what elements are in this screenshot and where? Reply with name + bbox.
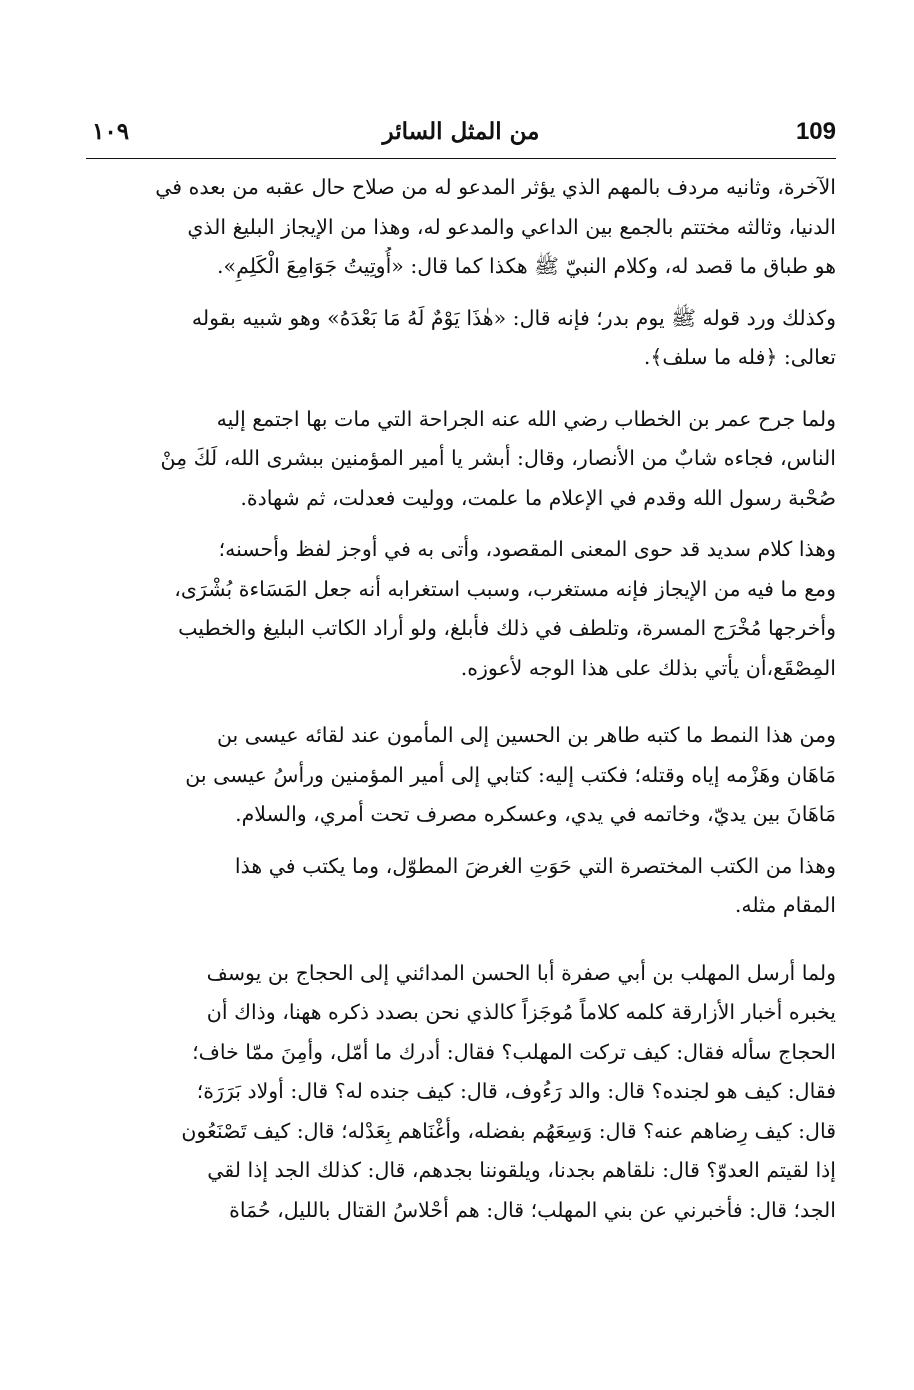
- text-line: إذا لقيتم العدوّ؟ قال: نلقاهم بجدنا، ويلقوننا بجدهم، قال: كذلك الجد إذا لقي: [207, 1158, 836, 1182]
- paragraph-3: [86, 400, 836, 519]
- text-line: المقام مثله.: [734, 893, 836, 917]
- page-number-latin: 109: [795, 118, 836, 145]
- paragraph-4: [86, 530, 836, 688]
- header-rule: [86, 158, 836, 159]
- text-line: الدنيا، وثالثه مختتم بالجمع بين الداعي والمدعو له، وهذا من الإيجاز البليغ الذي: [187, 214, 836, 239]
- page-number-arabic: ١٠٩: [92, 118, 130, 145]
- text-line: قال: كيف رِضاهم عنه؟ قال: وَسِعَهُم بفضله، وأغْنَاهم بِعَدْله؛ قال: كيف تَصْنَعُون: [181, 1118, 836, 1143]
- text-line: الآخرة، وثانيه مردف بالمهم الذي يؤثر المدعو له من صلاح حال عقبه من بعده في: [155, 175, 836, 199]
- page-header: [86, 118, 836, 154]
- text-line: ومع ما فيه من الإيجاز فإنه مستغرب، وسبب استغرابه أنه جعل المَسَاءة بُشْرَى،: [174, 576, 836, 601]
- paragraph-5: [86, 716, 836, 835]
- text-line: ومن هذا النمط ما كتبه طاهر بن الحسين إلى المأمون عند لقائه عيسى بن: [216, 723, 836, 747]
- paragraph-7: [86, 954, 836, 1231]
- text-line: فقال: كيف هو لجنده؟ قال: والد رَءُوف، قال: كيف جنده له؟ قال: أولاد بَرَرَة؛: [196, 1079, 836, 1103]
- text-line: وكذلك ورد قوله ﷺ يوم بدر؛ فإنه قال: «هٰذَا يَوْمٌ لَهُ مَا بَعْدَهُ» وهو شبيه بقوله: [191, 305, 836, 330]
- text-line: المِصْقَع،أن يأتي بذلك على هذا الوجه لأعوزه.: [460, 655, 836, 680]
- text-line: وهذا من الكتب المختصرة التي حَوَتِ الغرضَ المطوّل، وما يكتب في هذا: [234, 853, 836, 878]
- paragraph-1: [86, 168, 836, 287]
- text-line: ولما أرسل المهلب بن أبي صفرة أبا الحسن المدائني إلى الحجاج بن يوسف: [206, 960, 836, 985]
- body-text: [86, 168, 836, 1230]
- text-line: ولما جرح عمر بن الخطاب رضي الله عنه الجراحة التي مات بها اجتمع إليه: [216, 406, 836, 431]
- text-line: مَاهَانَ بين يديّ، وخاتمه في يدي، وعسكره مصرف تحت أمري، والسلام.: [235, 802, 836, 826]
- text-line: صُحْبة رسول الله وقدم في الإعلام ما علمت، ووليت فعدلت، ثم شهادة.: [240, 485, 836, 510]
- text-line: الحجاج سأله فقال: كيف تركت المهلب؟ فقال: أدرك ما أمّل، وأمِنَ ممّا خاف؛: [192, 1039, 836, 1064]
- text-line: هو طباق ما قصد له، وكلام النبيّ ﷺ هكذا كما قال: «أُوتِيتُ جَوَامِعَ الْكَلِمِ».: [217, 254, 836, 278]
- text-line: وأخرجها مُخْرَج المسرة، وتلطف في ذلك فأبلغ، ولو أراد الكاتب البليغ والخطيب: [178, 616, 836, 640]
- text-line: وهذا كلام سديد قد حوى المعنى المقصود، وأتى به في أوجز لفظ وأحسنه؛: [218, 537, 836, 561]
- text-line: مَاهَان وهَزْمه إياه وقتله؛ فكتب إليه: كتابي إلى أمير المؤمنين ورأسُ عيسى بن: [185, 762, 836, 787]
- running-title: من المثل السائر: [382, 118, 540, 145]
- text-line: الجد؛ قال: فأخبرني عن بني المهلب؛ قال: هم أحْلاسُ القتال بالليل، حُمَاة: [229, 1197, 836, 1222]
- text-line: الناس، فجاءه شابٌ من الأنصار، وقال: أبشر يا أمير المؤمنين ببشرى الله، لَكَ مِنْ: [160, 446, 836, 470]
- book-page: [86, 0, 836, 1390]
- text-line: يخبره أخبار الأزارقة كلمه كلاماً مُوجَزاً كالذي نحن بصدد ذكره ههنا، وذاك أن: [206, 1000, 836, 1024]
- text-line: تعالى: ﴿فله ما سلف﴾.: [643, 345, 836, 369]
- paragraph-6: [86, 847, 836, 926]
- paragraph-2: [86, 299, 836, 378]
